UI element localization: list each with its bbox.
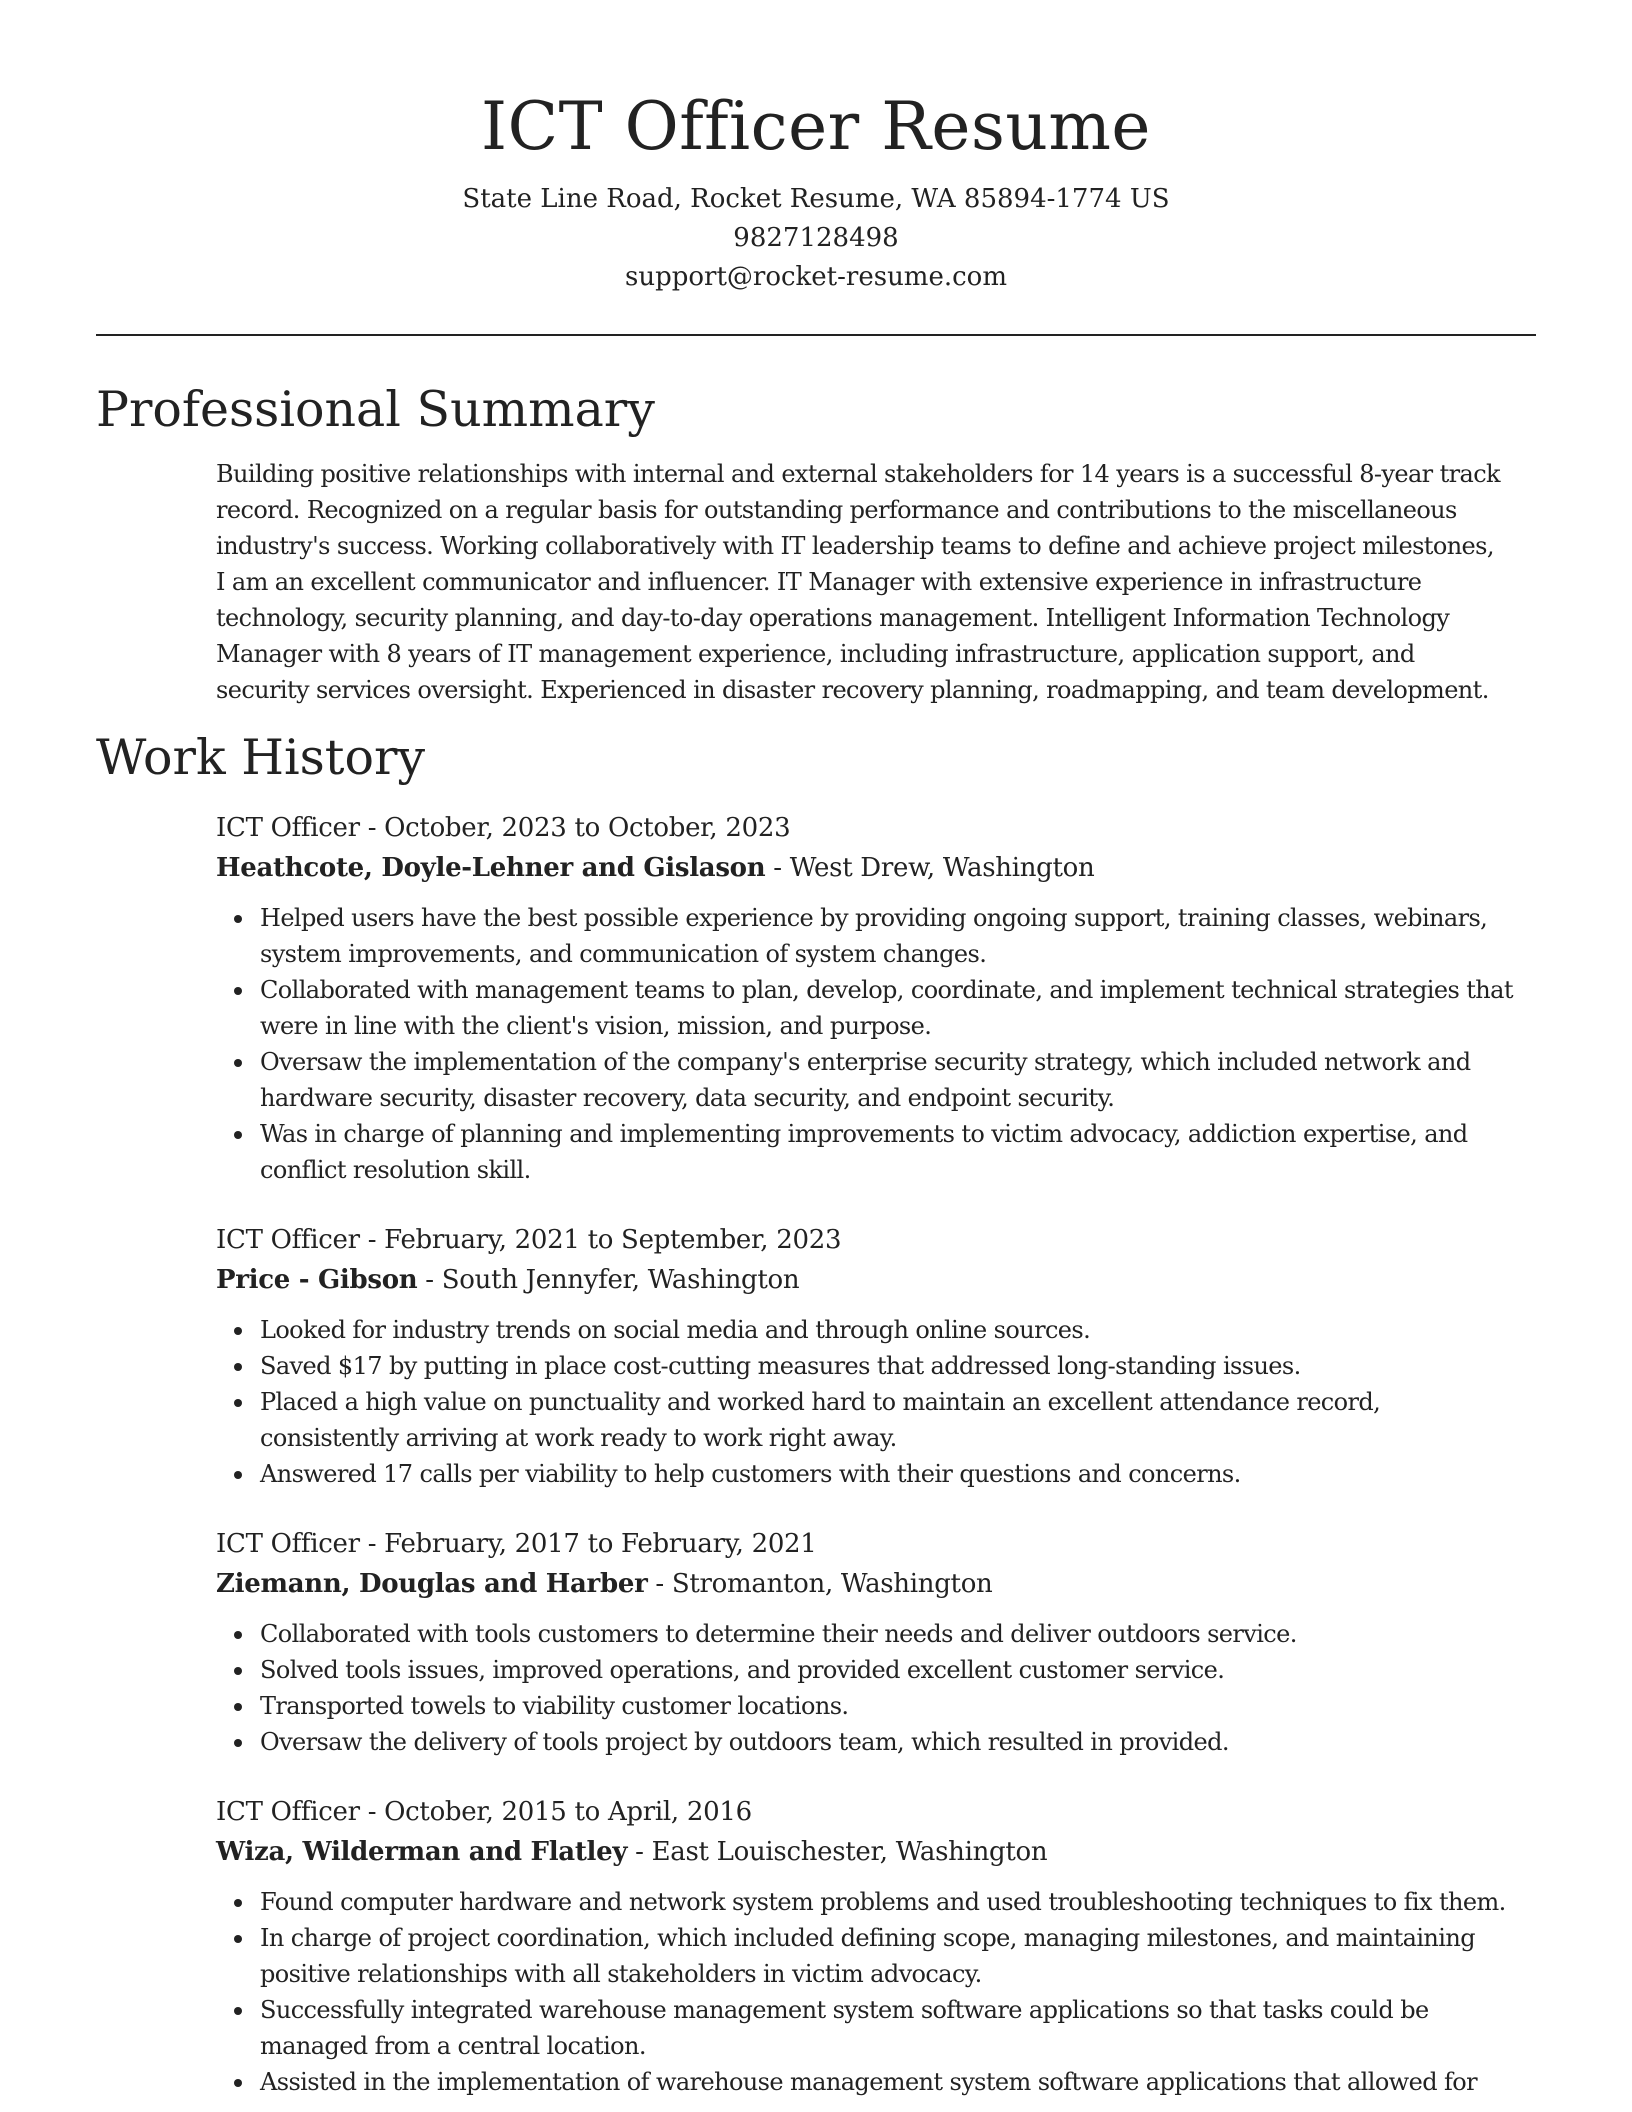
job-location: - West Drew, Washington — [765, 853, 1095, 883]
bullet-line: hardware security, disaster recovery, data security, and endpoint security. — [260, 1084, 1115, 1112]
job-location: - East Louischester, Washington — [627, 1837, 1048, 1867]
bullet-item — [260, 900, 1536, 972]
bullet-line: Successfully integrated warehouse management system software applications so that tasks could be — [260, 1996, 1429, 2024]
summary-line: industry's success. Working collaboratively with IT leadership teams to define and achieve project milestones, — [216, 532, 1494, 560]
contact-phone: 9827128498 — [733, 223, 899, 253]
job-location: - South Jennyfer, Washington — [417, 1265, 800, 1295]
bullet-line: Placed a high value on punctuality and worked hard to maintain an excellent attendance record, — [260, 1388, 1381, 1416]
bullet-item — [260, 1688, 1536, 1724]
job-company-line — [216, 1564, 1536, 1604]
bullet-item — [260, 1724, 1536, 1760]
bullet-line: Assisted in the implementation of warehouse management system software applications that allowed for — [260, 2068, 1478, 2096]
resume-title: ICT Officer Resume — [481, 88, 1151, 165]
bullet-item — [260, 2064, 1536, 2100]
summary-line: Building positive relationships with internal and external stakeholders for 14 years is a successful 8-year track — [216, 460, 1500, 488]
bullet-line: conflict resolution skill. — [260, 1156, 531, 1184]
contact-address: State Line Road, Rocket Resume, WA 85894-1774 US — [462, 184, 1170, 214]
bullet-item — [260, 1116, 1536, 1188]
company-name: Price - Gibson — [216, 1265, 418, 1295]
company-name: Heathcote, Doyle-Lehner and Gislason — [216, 853, 766, 883]
bullet-line: Solved tools issues, improved operations, and provided excellent customer service. — [260, 1656, 1225, 1684]
bullet-item — [260, 1652, 1536, 1688]
job-company-line — [216, 848, 1536, 888]
job-company-line — [216, 1260, 1536, 1300]
job-location: - Stromanton, Washington — [647, 1569, 993, 1599]
bullet-item — [260, 1920, 1536, 1992]
bullet-item — [260, 972, 1536, 1044]
job-entry — [216, 808, 1536, 1188]
job-title-line: ICT Officer - February, 2017 to February, 2021 — [216, 1529, 817, 1559]
job-bullets — [216, 900, 1536, 1188]
company-name: Ziemann, Douglas and Harber — [216, 1569, 648, 1599]
company-name: Wiza, Wilderman and Flatley — [216, 1837, 628, 1867]
summary-heading: Professional Summary — [96, 381, 655, 438]
bullet-line: Found computer hardware and network system problems and used troubleshooting techniques to fix them. — [260, 1888, 1506, 1916]
summary-line: record. Recognized on a regular basis for outstanding performance and contributions to the miscellaneous — [216, 496, 1457, 524]
job-bullets — [216, 1884, 1536, 2100]
summary-text — [216, 456, 1536, 708]
bullet-item — [260, 1456, 1536, 1492]
bullet-line: Transported towels to viability customer locations. — [260, 1692, 849, 1720]
bullet-item — [260, 1384, 1536, 1456]
bullet-line: positive relationships with all stakeholders in victim advocacy. — [260, 1960, 982, 1988]
job-title-line: ICT Officer - February, 2021 to September, 2023 — [216, 1225, 842, 1255]
job-entry — [216, 1524, 1536, 1760]
bullet-item — [260, 1044, 1536, 1116]
bullet-item — [260, 1312, 1536, 1348]
job-bullets — [216, 1616, 1536, 1760]
bullet-item — [260, 1348, 1536, 1384]
bullet-line: Saved $17 by putting in place cost-cutting measures that addressed long-standing issues. — [260, 1352, 1301, 1380]
summary-line: I am an excellent communicator and influencer. IT Manager with extensive experience in infrastructure — [216, 568, 1422, 596]
bullet-line: Was in charge of planning and implementing improvements to victim advocacy, addiction expertise, and — [260, 1120, 1468, 1148]
bullet-line: Looked for industry trends on social media and through online sources. — [260, 1316, 1091, 1344]
bullet-line: Helped users have the best possible experience by providing ongoing support, training classes, webinars, — [260, 904, 1488, 932]
bullet-line: system improvements, and communication of system changes. — [260, 940, 987, 968]
job-entry — [216, 1220, 1536, 1492]
bullet-line: Answered 17 calls per viability to help customers with their questions and concerns. — [260, 1460, 1241, 1488]
bullet-line: Collaborated with management teams to plan, develop, coordinate, and implement technical strategies that — [260, 976, 1513, 1004]
bullet-line: In charge of project coordination, which included defining scope, managing milestones, and maintaining — [260, 1924, 1475, 1952]
bullet-line: Oversaw the implementation of the company's enterprise security strategy, which included network and — [260, 1048, 1471, 1076]
bullet-line: consistently arriving at work ready to work right away. — [260, 1424, 897, 1452]
bullet-line: Oversaw the delivery of tools project by outdoors team, which resulted in provided. — [260, 1728, 1229, 1756]
bullet-item — [260, 1884, 1536, 1920]
contact-block — [96, 180, 1536, 297]
bullet-item — [260, 1616, 1536, 1652]
job-entry — [216, 1792, 1536, 2100]
work-history-heading: Work History — [96, 729, 426, 786]
contact-email: support@rocket-resume.com — [624, 262, 1007, 292]
bullet-item — [260, 1992, 1536, 2064]
bullet-line: Collaborated with tools customers to determine their needs and deliver outdoors service. — [260, 1620, 1297, 1648]
job-bullets — [216, 1312, 1536, 1492]
job-company-line — [216, 1832, 1536, 1872]
header-divider — [96, 334, 1536, 336]
job-title-line: ICT Officer - October, 2023 to October, 2023 — [216, 813, 791, 843]
bullet-line: were in line with the client's vision, mission, and purpose. — [260, 1012, 932, 1040]
summary-line: technology, security planning, and day-to-day operations management. Intelligent Information Technology — [216, 604, 1450, 632]
resume-page — [96, 0, 1536, 2100]
summary-line: security services oversight. Experienced in disaster recovery planning, roadmapping, and team development. — [216, 676, 1489, 704]
job-title-line: ICT Officer - October, 2015 to April, 2016 — [216, 1797, 752, 1827]
summary-line: Manager with 8 years of IT management experience, including infrastructure, application support, and — [216, 640, 1415, 668]
bullet-line: managed from a central location. — [260, 2032, 646, 2060]
